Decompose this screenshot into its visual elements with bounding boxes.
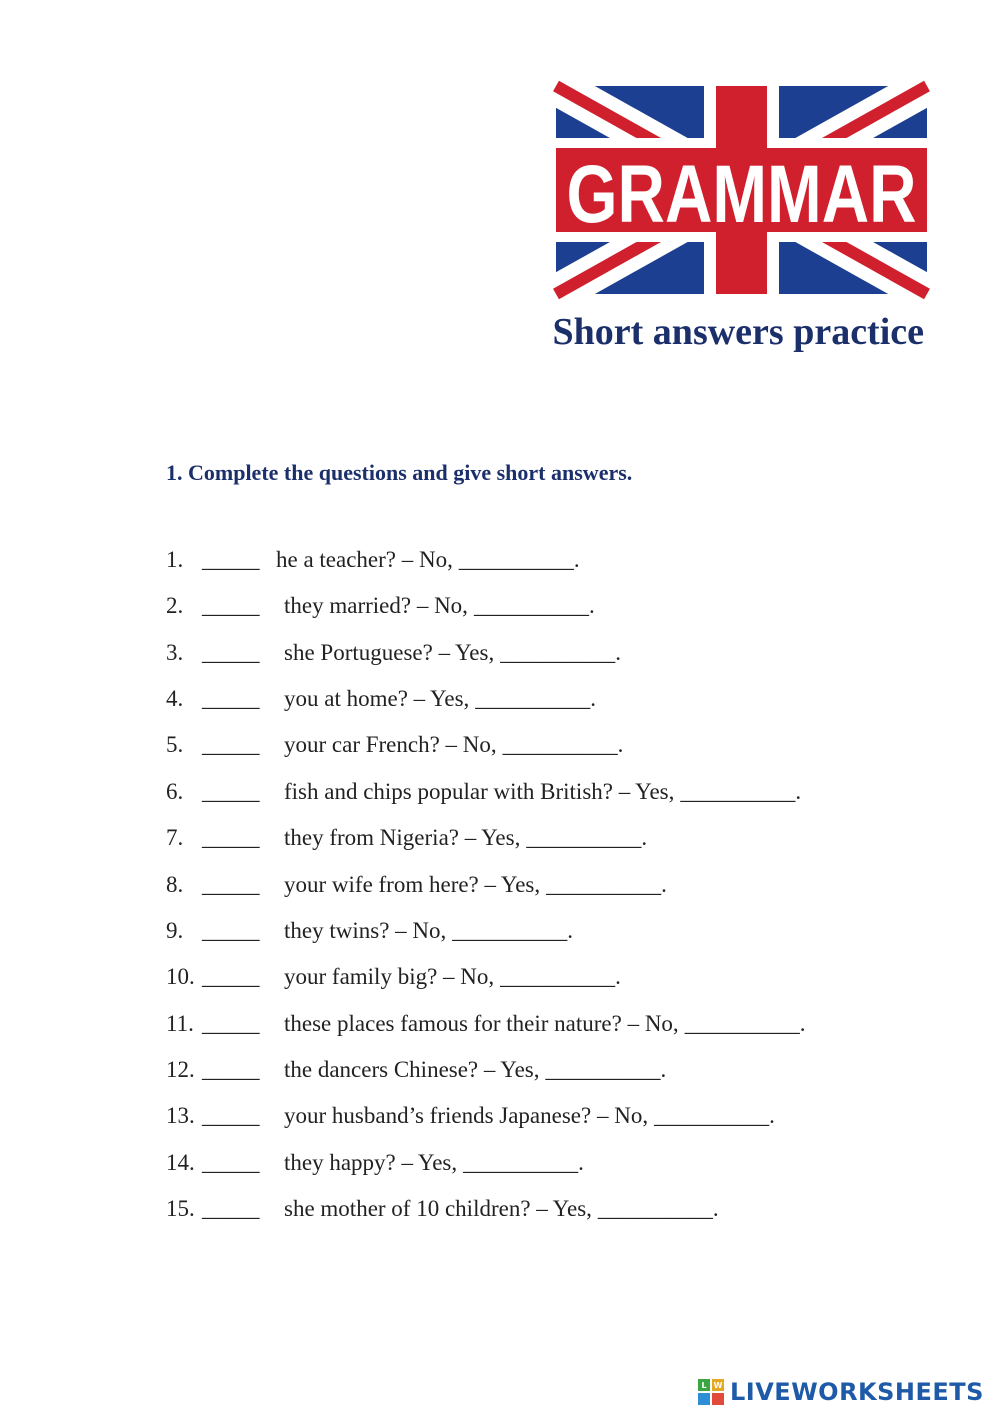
exercise-item bbox=[166, 732, 946, 778]
item-end-punctuation: . bbox=[712, 1196, 719, 1222]
item-end-punctuation: . bbox=[660, 1056, 667, 1082]
question-text: fish and chips popular with British? – Yes, bbox=[284, 778, 675, 804]
item-number: 8. bbox=[166, 871, 184, 897]
answer-blank[interactable]: __________ bbox=[475, 686, 591, 712]
question-text: your family big? – No, bbox=[284, 964, 495, 990]
item-end-punctuation: . bbox=[769, 1103, 775, 1129]
verb-blank[interactable]: _____ bbox=[202, 825, 260, 851]
item-number: 2. bbox=[166, 593, 184, 619]
verb-blank[interactable]: _____ bbox=[202, 964, 260, 990]
exercise-item bbox=[166, 1011, 946, 1057]
verb-blank[interactable]: _____ bbox=[202, 1010, 260, 1036]
exercise-list bbox=[166, 547, 946, 1242]
verb-blank[interactable]: _____ bbox=[202, 593, 260, 619]
exercise-item bbox=[166, 547, 946, 593]
item-number: 3. bbox=[166, 639, 184, 665]
verb-blank[interactable]: _____ bbox=[202, 686, 260, 712]
exercise-item bbox=[166, 872, 946, 918]
question-text: the dancers Chinese? – Yes, bbox=[284, 1056, 540, 1082]
item-number: 10. bbox=[166, 964, 195, 990]
verb-blank[interactable]: _____ bbox=[202, 1056, 260, 1082]
item-number: 13. bbox=[166, 1103, 195, 1129]
item-end-punctuation: . bbox=[615, 639, 621, 665]
answer-blank[interactable]: __________ bbox=[458, 547, 574, 572]
answer-blank[interactable]: __________ bbox=[502, 732, 618, 758]
question-text: your husband’s friends Japanese? – No, bbox=[284, 1103, 649, 1129]
answer-blank[interactable]: __________ bbox=[500, 964, 616, 990]
verb-blank[interactable]: _____ bbox=[202, 1196, 260, 1222]
item-end-punctuation: . bbox=[567, 917, 574, 943]
brand-name: LIVEWORKSHEETS bbox=[730, 1378, 984, 1406]
exercise-item bbox=[166, 1196, 946, 1242]
question-text: these places famous for their nature? – No, bbox=[284, 1010, 679, 1036]
item-end-punctuation: . bbox=[795, 778, 802, 804]
liveworksheets-logo-icon: L W bbox=[698, 1379, 724, 1405]
question-text: she mother of 10 children? – Yes, bbox=[284, 1196, 592, 1222]
answer-blank[interactable]: __________ bbox=[500, 639, 616, 665]
union-jack-icon bbox=[556, 86, 927, 294]
question-text: they twins? – No, bbox=[284, 917, 447, 943]
item-end-punctuation: . bbox=[588, 593, 595, 619]
verb-blank[interactable]: _____ bbox=[202, 639, 260, 665]
answer-blank[interactable]: __________ bbox=[526, 825, 642, 851]
exercise-item bbox=[166, 964, 946, 1010]
item-number: 1. bbox=[166, 547, 184, 572]
answer-blank[interactable]: __________ bbox=[680, 778, 796, 804]
question-text: your wife from here? – Yes, bbox=[284, 871, 541, 897]
answer-blank[interactable]: __________ bbox=[473, 593, 589, 619]
verb-blank[interactable]: _____ bbox=[202, 778, 260, 804]
item-number: 6. bbox=[166, 778, 184, 804]
item-end-punctuation: . bbox=[615, 964, 621, 990]
question-text: you at home? – Yes, bbox=[284, 686, 470, 712]
item-end-punctuation: . bbox=[799, 1010, 806, 1036]
answer-blank[interactable]: __________ bbox=[684, 1010, 800, 1036]
exercise-instruction: 1. Complete the questions and give short answers. bbox=[166, 460, 633, 485]
question-text: they from Nigeria? – Yes, bbox=[284, 825, 521, 851]
question-text: they married? – No, bbox=[284, 593, 468, 619]
answer-blank[interactable]: __________ bbox=[452, 917, 568, 943]
exercise-item bbox=[166, 640, 946, 686]
exercise-item bbox=[166, 1057, 946, 1103]
verb-blank[interactable]: _____ bbox=[202, 1149, 260, 1175]
item-end-punctuation: . bbox=[590, 686, 597, 712]
verb-blank[interactable]: _____ bbox=[202, 917, 260, 943]
question-text: he a teacher? – No, bbox=[276, 547, 453, 572]
item-number: 14. bbox=[166, 1149, 195, 1175]
exercise-item bbox=[166, 593, 946, 639]
question-text: they happy? – Yes, bbox=[284, 1149, 458, 1175]
grammar-flag-logo bbox=[556, 86, 927, 294]
answer-blank[interactable]: __________ bbox=[545, 1056, 661, 1082]
question-text: she Portuguese? – Yes, bbox=[284, 639, 495, 665]
exercise-item bbox=[166, 686, 946, 732]
exercise-item bbox=[166, 779, 946, 825]
verb-blank[interactable]: _____ bbox=[202, 547, 260, 572]
answer-blank[interactable]: __________ bbox=[546, 871, 662, 897]
answer-blank[interactable]: __________ bbox=[463, 1149, 579, 1175]
page-title: Short answers practice bbox=[552, 311, 924, 353]
item-end-punctuation: . bbox=[578, 1149, 584, 1175]
item-number: 12. bbox=[166, 1056, 195, 1082]
footer-brand bbox=[698, 1377, 984, 1407]
item-number: 15. bbox=[166, 1196, 195, 1222]
answer-blank[interactable]: __________ bbox=[597, 1196, 713, 1222]
verb-blank[interactable]: _____ bbox=[202, 732, 260, 758]
exercise-item bbox=[166, 918, 946, 964]
exercise-item bbox=[166, 825, 946, 871]
verb-blank[interactable]: _____ bbox=[202, 871, 260, 897]
item-number: 4. bbox=[166, 686, 184, 712]
exercise-item bbox=[166, 1150, 946, 1196]
exercise-item bbox=[166, 1103, 946, 1149]
item-end-punctuation: . bbox=[573, 547, 580, 572]
item-number: 11. bbox=[166, 1010, 194, 1036]
question-text: your car French? – No, bbox=[284, 732, 497, 758]
logo-text: GRAMMAR bbox=[566, 149, 917, 240]
verb-blank[interactable]: _____ bbox=[202, 1103, 260, 1129]
item-end-punctuation: . bbox=[641, 825, 648, 851]
item-end-punctuation: . bbox=[661, 871, 667, 897]
item-number: 5. bbox=[166, 732, 184, 758]
answer-blank[interactable]: __________ bbox=[654, 1103, 770, 1129]
item-number: 9. bbox=[166, 917, 184, 943]
item-end-punctuation: . bbox=[617, 732, 624, 758]
item-number: 7. bbox=[166, 825, 184, 851]
